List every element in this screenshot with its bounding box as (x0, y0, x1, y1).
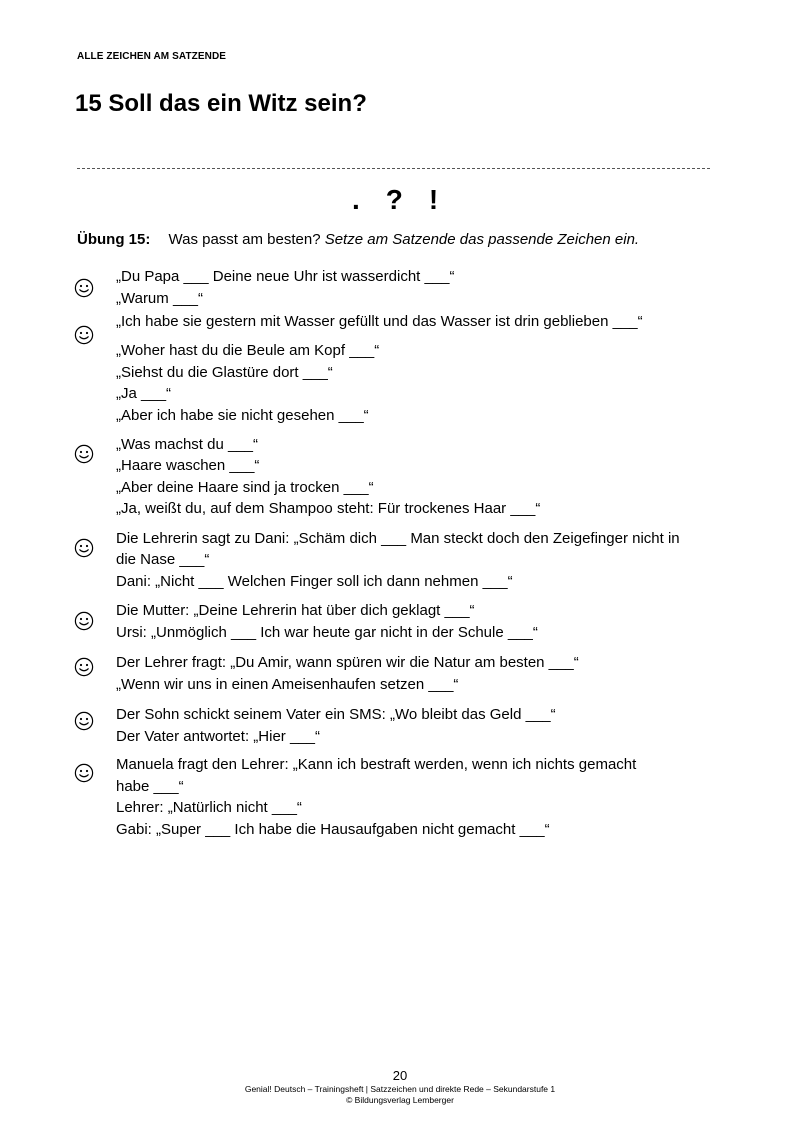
joke-line: Dani: „Nicht ___ Welchen Finger soll ich dann nehmen ___“ (116, 573, 513, 590)
smiley-icon (74, 444, 94, 464)
joke-line: Lehrer: „Natürlich nicht ___“ (116, 799, 302, 816)
joke-line: habe ___“ (116, 778, 184, 795)
period-symbol: . (352, 184, 360, 215)
joke-line: „Siehst du die Glastüre dort ___“ (116, 364, 333, 381)
exercise-task: Setze am Satzende das passende Zeichen ein. (324, 231, 640, 248)
joke-line: „Wenn wir uns in einen Ameisenhaufen setzen ___“ (116, 676, 459, 693)
exercise-label: Übung 15: (77, 231, 151, 248)
joke-line: „Aber deine Haare sind ja trocken ___“ (116, 479, 374, 496)
joke-line: „Was machst du ___“ (116, 436, 258, 453)
page-number: 20 (392, 1068, 408, 1083)
section-header: ALLE ZEICHEN AM SATZENDE (77, 51, 227, 62)
page-title: 15 Soll das ein Witz sein? (75, 90, 367, 117)
dashed-divider (77, 168, 710, 169)
question-mark-symbol: ? (385, 184, 403, 215)
joke-line: Die Mutter: „Deine Lehrerin hat über dich geklagt ___“ (116, 602, 475, 619)
joke-line: Der Lehrer fragt: „Du Amir, wann spüren wir die Natur am besten ___“ (116, 654, 579, 671)
joke-line: Der Vater antwortet: „Hier ___“ (116, 728, 320, 745)
joke-line: die Nase ___“ (116, 551, 210, 568)
joke-line: „Haare waschen ___“ (116, 457, 260, 474)
smiley-icon (74, 611, 94, 631)
joke-line: Die Lehrerin sagt zu Dani: „Schäm dich ___ Man steckt doch den Zeigefinger nicht in (116, 530, 680, 547)
punctuation-symbols (352, 184, 438, 216)
smiley-icon (74, 657, 94, 677)
joke-line: „Aber ich habe sie nicht gesehen ___“ (116, 407, 369, 424)
joke-line: „Ich habe sie gestern mit Wasser gefüllt und das Wasser ist drin geblieben ___“ (116, 313, 643, 330)
joke-line: Gabi: „Super ___ Ich habe die Hausaufgaben nicht gemacht ___“ (116, 821, 550, 838)
exclamation-mark-symbol: ! (428, 184, 439, 215)
joke-line: „Ja ___“ (116, 385, 172, 402)
smiley-icon (74, 538, 94, 558)
exercise-question: Was passt am besten? (168, 231, 321, 248)
smiley-icon (74, 278, 94, 298)
joke-line: „Ja, weißt du, auf dem Shampoo steht: Für trockenes Haar ___“ (116, 500, 541, 517)
footer-credits: Genial! Deutsch – Trainingsheft | Satzzeichen und direkte Rede – Sekundarstufe 1 (244, 1084, 556, 1094)
footer-copyright: © Bildungsverlag Lemberger (346, 1095, 454, 1105)
smiley-icon (74, 325, 94, 345)
smiley-icon (74, 711, 94, 731)
joke-line: „Woher hast du die Beule am Kopf ___“ (116, 342, 380, 359)
joke-line: „Warum ___“ (116, 290, 203, 307)
joke-line: Der Sohn schickt seinem Vater ein SMS: „Wo bleibt das Geld ___“ (116, 706, 556, 723)
joke-line: Ursi: „Unmöglich ___ Ich war heute gar nicht in der Schule ___“ (116, 624, 538, 641)
smiley-icon (74, 763, 94, 783)
exercise-instruction (77, 231, 639, 248)
joke-line: „Du Papa ___ Deine neue Uhr ist wasserdicht ___“ (116, 268, 455, 285)
joke-line: Manuela fragt den Lehrer: „Kann ich bestraft werden, wenn ich nichts gemacht (116, 756, 637, 773)
